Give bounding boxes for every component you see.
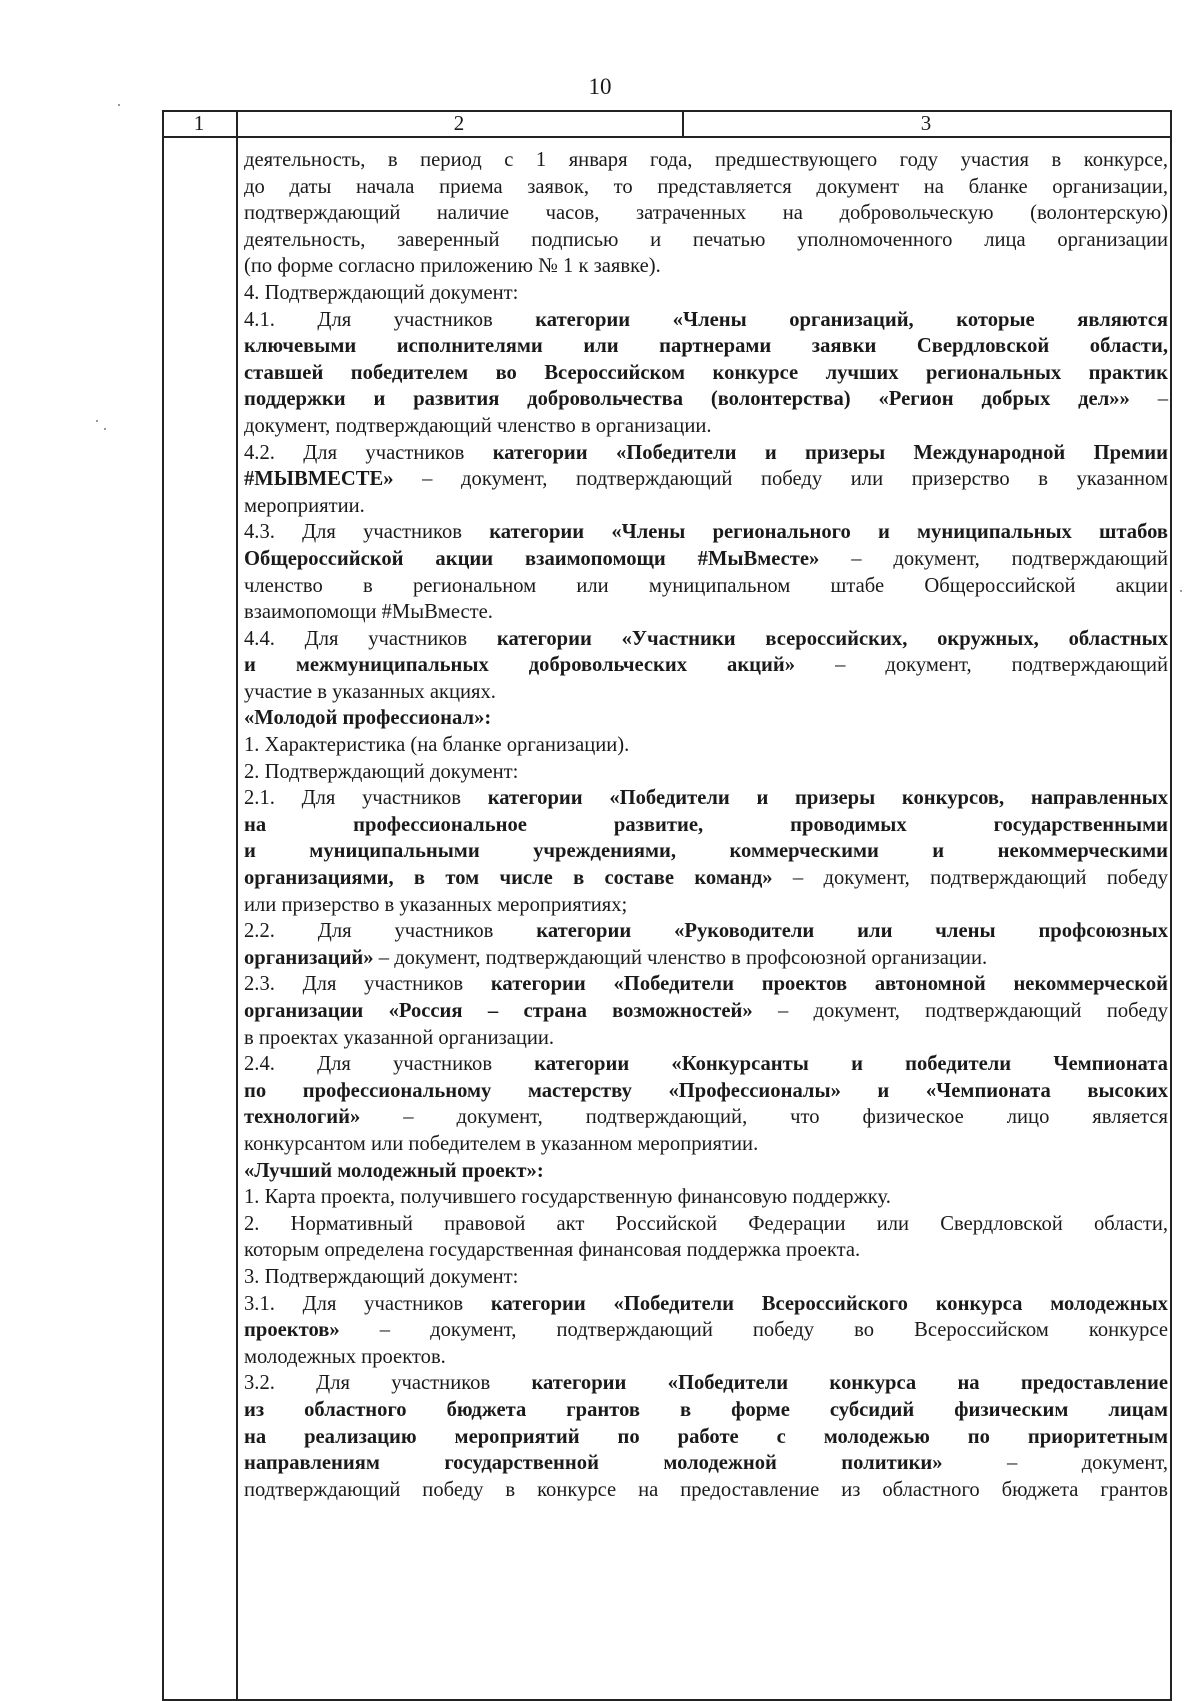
text-line [244,918,1168,945]
text-line [244,546,1168,573]
text-run: или призерство в указанных мероприятиях; [244,893,628,916]
scan-speck [96,420,98,422]
text-run: 4.2. Для участников [244,441,493,464]
text-run: которым определена государственная финансовая поддержка проекта. [244,1239,861,1262]
text-line [244,493,1168,520]
bold-text: на реализацию мероприятий по работе с молодежью по приоритетным [244,1425,1168,1448]
text-line [244,1344,1168,1371]
bold-text: технологий» [244,1106,361,1129]
column-header-3: 3 [920,111,932,135]
scan-speck [104,428,106,430]
text-run: 3. Подтверждающий документ: [244,1265,519,1288]
text-run: деятельность, заверенный подписью и печатью уполномоченного лица организации [244,228,1168,251]
text-run: 2.4. Для участников [244,1053,535,1076]
text-line [244,679,1168,706]
bold-text: по профессиональному мастерству «Профессионалы» и «Чемпионата высоких [244,1079,1168,1102]
text-line [244,1317,1168,1344]
text-line [244,440,1168,467]
text-run: документ, подтверждающий членство в организации. [244,414,712,437]
text-line [244,812,1168,839]
col1-col2-divider [236,110,238,1700]
scan-speck [1180,590,1182,592]
text-line [244,1370,1168,1397]
text-line [244,333,1168,360]
text-line [244,1450,1168,1477]
text-run: 3.1. Для участников [244,1292,491,1315]
bold-text: и муниципальными учреждениями, коммерческими и некоммерческими [244,840,1168,863]
bold-text: и межмуниципальных добровольческих акций» [244,654,796,677]
page-number: 10 [588,74,612,99]
text-line [244,1477,1168,1504]
text-run: – документ, [942,1452,1169,1475]
column-header-1: 1 [193,111,205,135]
bold-text: направлениям государственной молодежной политики» [244,1452,943,1475]
text-run: – документ, подтверждающий, что физическое лицо является [360,1106,1168,1129]
bold-text: ключевыми исполнителями или партнерами заявки Свердловской области, [244,335,1168,358]
text-run: 2.2. Для участников [244,920,537,943]
text-run: 2.1. Для участников [244,787,488,810]
text-line [244,227,1168,254]
bold-text: категории «Члены регионального и муниципальных штабов [489,521,1168,544]
text-run: – документ, подтверждающий победу во Всероссийском конкурсе [339,1319,1168,1342]
text-run: – документ, подтверждающий победу [752,1000,1168,1022]
header-row-border [162,136,1172,138]
bold-text: категории «Руководители или члены профсоюзных [536,920,1169,943]
bold-text: поддержки и развития добровольчества (волонтерства) «Регион добрых дел»» [244,388,1130,411]
text-line [244,573,1168,600]
text-line [244,838,1168,865]
column-header-2: 2 [453,111,465,135]
bold-text: организаций» [244,946,374,969]
table-right-border [1170,110,1172,1700]
bold-text: категории «Победители Всероссийского конкурса молодежных [490,1292,1168,1315]
text-run: до даты начала приема заявок, то представляется документ на бланке организации, [244,175,1168,198]
bold-text: ставшей победителем во Всероссийском конкурсе лучших региональных практик [244,361,1168,384]
bold-text: категории «Победители и призеры конкурсов, направленных [487,787,1168,810]
text-line [244,865,1168,892]
text-line [244,307,1168,334]
bold-text: категории «Победители проектов автономной некоммерческой [490,973,1168,996]
bold-text: категории «Участники всероссийских, окружных, областных [496,627,1168,650]
text-line [244,1291,1168,1318]
text-line [244,519,1168,546]
text-line [244,1051,1168,1078]
bold-text: категории «Члены организаций, которые являются [535,308,1169,331]
text-run: – [1129,388,1168,411]
bold-text: «Лучший молодежный проект»: [244,1159,544,1182]
scan-speck [118,104,120,106]
text-line [244,200,1168,227]
bold-text: #МЫВМЕСТЕ» [244,468,394,491]
text-run: 4.3. Для участников [244,521,490,544]
text-line [244,1131,1168,1158]
text-line [244,1424,1168,1451]
text-line [244,386,1168,413]
text-line [244,413,1168,440]
bold-text: организациями, в том числе в составе команд» [244,867,773,890]
text-line [244,1158,1168,1185]
text-run: молодежных проектов. [244,1345,446,1368]
text-run: – документ, подтверждающий победу или призерство в указанном [393,468,1168,491]
text-line [244,1397,1168,1424]
text-run: членство в региональном или муниципальном штабе Общероссийской акции [244,574,1168,597]
text-line [244,174,1168,201]
text-run: взаимопомощи #МыВместе. [244,601,493,624]
text-run: мероприятии. [244,494,365,517]
table-left-border [162,110,164,1700]
bold-text: из областного бюджета грантов в форме субсидий физическим лицам [244,1398,1168,1421]
text-run: 1. Карта проекта, получившего государственную финансовую поддержку. [244,1186,891,1209]
text-run: 2.3. Для участников [244,973,491,996]
text-line [244,892,1168,919]
text-line [244,971,1168,998]
text-run: 3.2. Для участников [244,1372,532,1395]
text-line [244,785,1168,812]
text-run: – документ, подтверждающий победу [772,867,1168,890]
text-run: 2. Подтверждающий документ: [244,760,519,783]
text-line [244,998,1168,1025]
text-line [244,732,1168,759]
text-line [244,1237,1168,1264]
table-bottom-border [162,1699,1172,1701]
text-line [244,1078,1168,1105]
text-run: – документ, подтверждающий [795,654,1169,677]
text-line [244,1104,1168,1131]
text-run: (по форме согласно приложению № 1 к заявке). [244,255,661,278]
text-run: – документ, подтверждающий членство в профсоюзной организации. [373,946,988,969]
bold-text: проектов» [244,1319,340,1342]
bold-text: категории «Победители и призеры Международной Премии [492,441,1168,464]
text-run: 1. Характеристика (на бланке организации). [244,734,630,757]
text-run: 4.4. Для участников [244,627,497,650]
text-run: 4. Подтверждающий документ: [244,281,519,304]
text-line [244,1264,1168,1291]
bold-text: Общероссийской акции взаимопомощи #МыВместе» [244,547,820,570]
text-line [244,466,1168,493]
bold-text: «Молодой профессионал»: [244,707,492,730]
text-line [244,945,1168,972]
text-run: подтверждающий победу в конкурсе на предоставление из областного бюджета грантов [244,1478,1168,1501]
text-line [244,1184,1168,1211]
text-run: 2. Нормативный правовой акт Российской Федерации или Свердловской области, [244,1212,1168,1235]
bold-text: на профессиональное развитие, проводимых государственными [244,813,1168,836]
text-run: участие в указанных акциях. [244,680,496,703]
text-run: подтверждающий наличие часов, затраченных на добровольческую (волонтерскую) [244,202,1168,225]
text-run: 4.1. Для участников [244,308,536,331]
text-run: деятельность, в период с 1 января года, предшествующего году участия в конкурсе, [244,149,1168,171]
bold-text: категории «Конкурсанты и победители Чемпионата [534,1053,1168,1076]
text-line [244,705,1168,732]
text-line [244,360,1168,387]
text-run: конкурсантом или победителем в указанном мероприятии. [244,1132,759,1155]
text-line [244,652,1168,679]
bold-text: организации «Россия – страна возможностей» [244,1000,753,1022]
text-run: – документ, подтверждающий [819,547,1168,570]
text-line [244,759,1168,786]
text-line [244,280,1168,307]
text-line [244,599,1168,626]
document-body [244,147,1168,1503]
text-run: в проектах указанной организации. [244,1026,555,1049]
text-line [244,1211,1168,1238]
text-line [244,626,1168,653]
text-line [244,253,1168,280]
text-line [244,147,1168,174]
text-line [244,1025,1168,1052]
bold-text: категории «Победители конкурса на предоставление [531,1372,1169,1395]
